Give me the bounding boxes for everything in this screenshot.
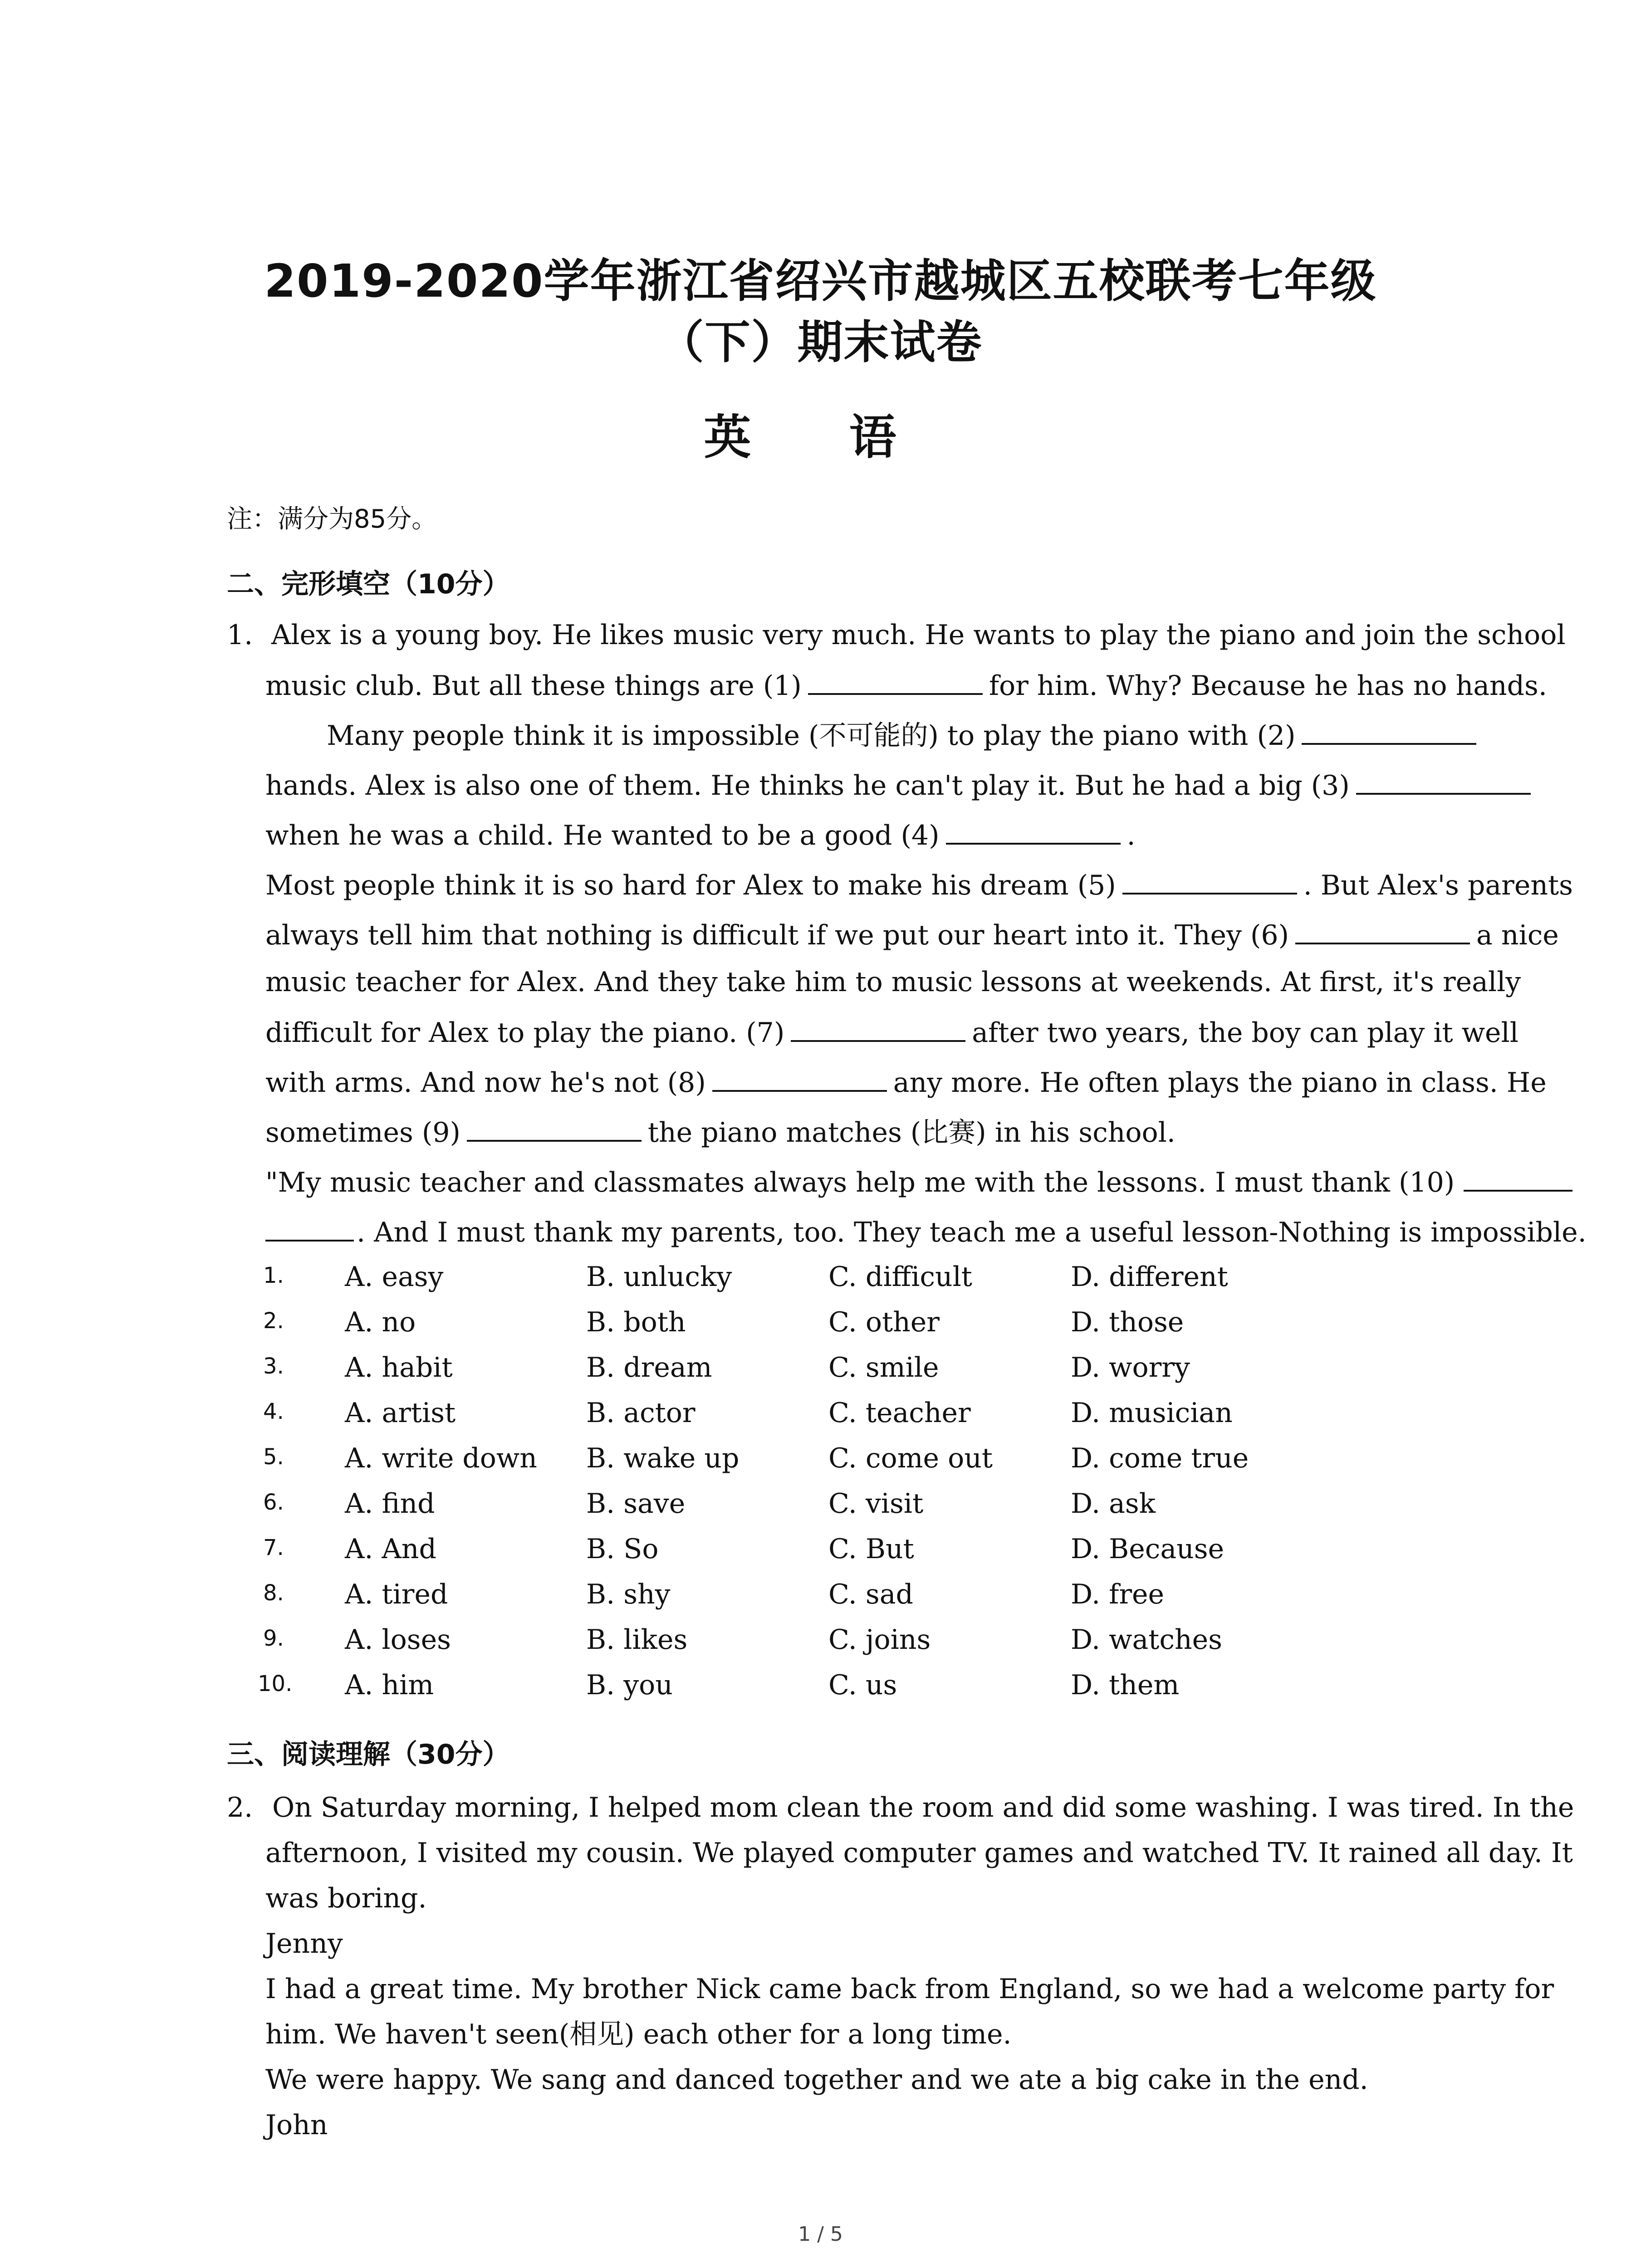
answer-blank-2[interactable] [1302,717,1476,745]
option-a[interactable]: A. artist [345,1397,456,1429]
option-a[interactable]: A. find [345,1488,435,1520]
page-number: 1 / 5 [798,2223,843,2246]
answer-blank-8[interactable] [712,1064,887,1092]
passage-line: I had a great time. My brother Nick came back from England, so we had a welcome party for [265,1973,1554,2005]
option-a[interactable]: A. no [345,1306,416,1338]
answer-blank-1[interactable] [808,667,983,695]
option-c[interactable]: C. visit [828,1488,924,1520]
section-heading-reading: 三、阅读理解（30分） [227,1739,510,1770]
paper-title-line1: 2019-2020学年浙江省绍兴市越城区五校联考七年级 [264,254,1377,308]
passage-line: always tell him that nothing is difficult if we put our heart into it. They (6) a nice [265,916,1559,953]
option-b[interactable]: B. wake up [586,1442,740,1474]
option-d[interactable]: D. ask [1071,1488,1156,1520]
passage-line: hands. Alex is also one of them. He thinks he can't play it. But he had a big (3) [265,767,1537,804]
passage-signature: Jenny [265,1928,343,1960]
option-d[interactable]: D. them [1071,1669,1180,1701]
option-c[interactable]: C. difficult [828,1261,972,1293]
passage-line: music teacher for Alex. And they take him to music lessons at weekends. At first, it's really [265,966,1521,998]
option-d[interactable]: D. worry [1071,1352,1190,1383]
passage-line: sometimes (9) the piano matches (比赛) in his school. [265,1114,1176,1151]
option-a[interactable]: A. habit [345,1352,453,1383]
option-d[interactable]: D. Because [1071,1533,1225,1565]
option-c[interactable]: C. other [828,1306,940,1338]
option-a[interactable]: A. loses [345,1624,451,1656]
option-b[interactable]: B. shy [586,1579,671,1610]
option-row-number: 10. [258,1671,293,1696]
option-b[interactable]: B. actor [586,1397,696,1429]
option-b[interactable]: B. So [586,1533,659,1565]
answer-blank-3[interactable] [1356,767,1531,795]
option-row-number: 5. [263,1444,284,1470]
passage-line: difficult for Alex to play the piano. (7) after two years, the boy can play it well [265,1014,1519,1051]
passage-line: with arms. And now he's not (8) any more. He often plays the piano in class. He [265,1064,1547,1101]
passage-line: We were happy. We sang and danced together and we ate a big cake in the end. [265,2064,1368,2096]
option-d[interactable]: D. come true [1071,1442,1249,1474]
passage-line: Many people think it is impossible (不可能的) to play the piano with (2) [327,717,1483,754]
option-b[interactable]: B. save [586,1488,686,1520]
option-a[interactable]: A. tired [345,1579,448,1610]
question-number: 1. [227,619,253,651]
option-c[interactable]: C. us [828,1669,897,1701]
question-number: 2. [227,1792,253,1823]
paper-title-line2: （下）期末试卷 [658,316,983,369]
option-a[interactable]: A. And [345,1533,436,1565]
passage-line: was boring. [265,1882,427,1914]
answer-blank-4[interactable] [946,816,1121,845]
option-row-number: 3. [263,1354,284,1379]
option-c[interactable]: C. smile [828,1352,939,1383]
option-c[interactable]: C. joins [828,1624,931,1656]
answer-blank-5[interactable] [1122,866,1297,894]
answer-blank-6[interactable] [1295,916,1470,944]
score-note: 注：满分为85分。 [227,504,437,534]
option-row-number: 7. [263,1535,284,1560]
option-row-number: 4. [263,1399,284,1424]
answer-blank-7[interactable] [791,1014,965,1042]
answer-blank-10[interactable] [1464,1163,1572,1192]
option-b[interactable]: B. likes [586,1624,688,1656]
section-heading-cloze: 二、完形填空（10分） [227,568,510,600]
passage-line: . And I must thank my parents, too. They teach me a useful lesson-Nothing is impossible. [265,1213,1587,1251]
passage-line: when he was a child. He wanted to be a good (4) . [265,816,1136,854]
passage-signature: John [265,2109,328,2141]
passage-line: Alex is a young boy. He likes music very much. He wants to play the piano and join the school [271,619,1566,651]
passage-line: him. We haven't seen(相见) each other for a long time. [265,2019,1012,2050]
option-b[interactable]: B. dream [586,1352,712,1383]
option-b[interactable]: B. both [586,1306,686,1338]
option-row-number: 9. [263,1626,284,1651]
passage-line: "My music teacher and classmates always help me with the lessons. I must thank (10) [265,1163,1575,1201]
option-b[interactable]: B. you [586,1669,673,1701]
option-d[interactable]: D. free [1071,1579,1165,1610]
option-c[interactable]: C. sad [828,1579,913,1610]
option-row-number: 1. [263,1263,284,1288]
option-d[interactable]: D. musician [1071,1397,1233,1429]
option-a[interactable]: A. write down [345,1442,537,1474]
option-row-number: 2. [263,1308,284,1334]
option-d[interactable]: D. different [1071,1261,1228,1293]
answer-blank-9[interactable] [467,1114,642,1142]
option-a[interactable]: A. easy [345,1261,444,1293]
option-a[interactable]: A. him [345,1669,434,1701]
option-b[interactable]: B. unlucky [586,1261,732,1293]
option-row-number: 8. [263,1580,284,1606]
passage-line: afternoon, I visited my cousin. We played computer games and watched TV. It rained all day. It [265,1837,1573,1869]
option-d[interactable]: D. those [1071,1306,1184,1338]
passage-line: Most people think it is so hard for Alex to make his dream (5) . But Alex's parents [265,866,1573,904]
subject-heading: 英 语 [704,410,937,465]
option-c[interactable]: C. But [828,1533,914,1565]
answer-blank-10-continued[interactable] [265,1213,354,1242]
option-row-number: 6. [263,1490,284,1515]
passage-line: On Saturday morning, I helped mom clean the room and did some washing. I was tired. In the [272,1792,1574,1823]
option-d[interactable]: D. watches [1071,1624,1222,1656]
passage-line: music club. But all these things are (1) for him. Why? Because he has no hands. [265,667,1547,704]
option-c[interactable]: C. teacher [828,1397,971,1429]
option-c[interactable]: C. come out [828,1442,993,1474]
